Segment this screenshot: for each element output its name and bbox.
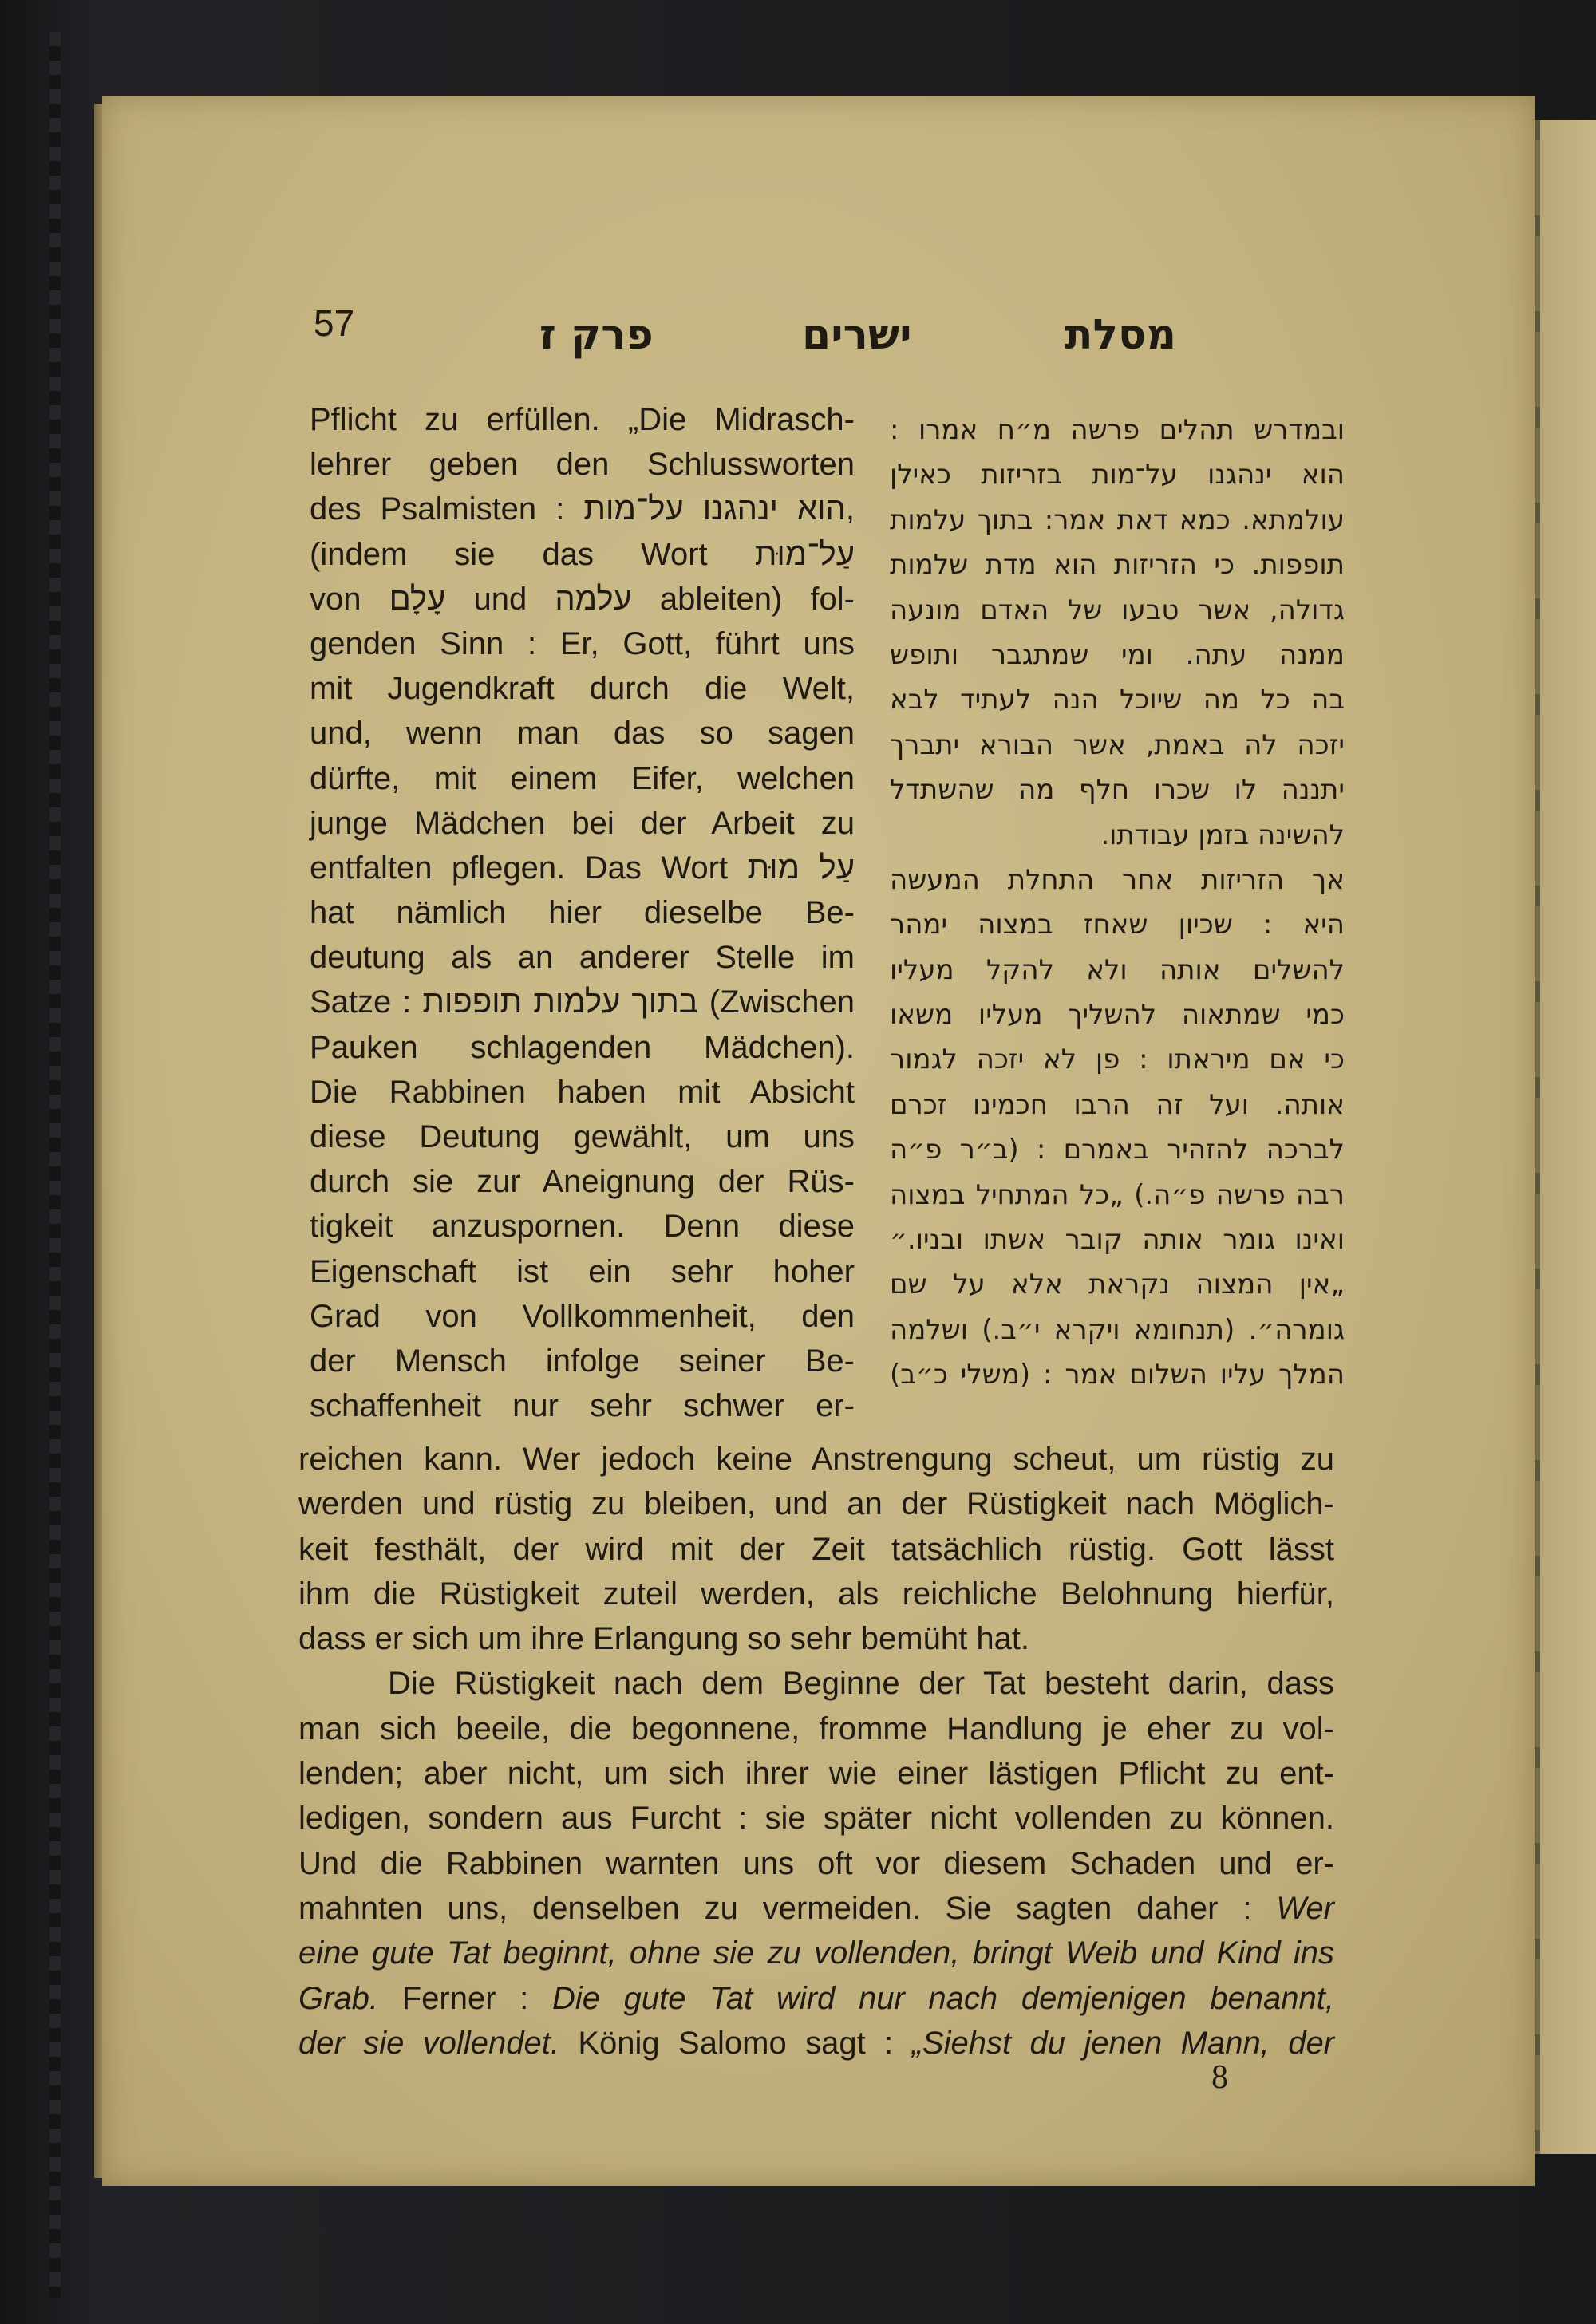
signature-mark: 8 xyxy=(1211,2059,1228,2096)
german-line: junge Mädchen bei der Arbeit zu xyxy=(310,805,855,841)
german-line: durch sie zur Aneignung der Rüs- xyxy=(310,1164,855,1200)
text-line: Und die Rabbinen warnten uns oft vor diesem Schaden und er- xyxy=(298,1845,1334,1881)
text-line: keit festhält, der wird mit der Zeit tatsächlich rüstig. Gott lässt xyxy=(298,1531,1334,1567)
german-line: Grad von Vollkommenheit, den xyxy=(310,1298,855,1334)
cover-binding xyxy=(49,32,61,2298)
italic-text: Die gute Tat wird nur nach demjenigen benannt, xyxy=(551,1980,1335,2016)
hebrew-line: להשינה בזמן עבודתו. xyxy=(1100,819,1345,851)
hebrew-line: „אין המצוה נקראת אלא על שם xyxy=(890,1269,1345,1301)
german-line: von עָלָם und עלמה ableiten) fol- xyxy=(310,581,855,617)
german-line: dürfte, mit einem Eifer, welchen xyxy=(310,760,855,796)
hebrew-line: עולמתא. כמא דאת אמר: בתוך עלמות xyxy=(890,503,1345,536)
page-number: 57 xyxy=(314,302,355,344)
hebrew-line: לברכה להזהיר באמרם : (ב״ר פ״ה xyxy=(890,1134,1345,1166)
german-line: Satze : בתוך עלמות תופפות (Zwischen xyxy=(310,984,855,1020)
text-line: lenden; aber nicht, um sich ihrer wie einer lästigen Pflicht zu ent- xyxy=(298,1756,1334,1792)
german-line: hat nämlich hier dieselbe Be- xyxy=(310,895,855,931)
text-line: dass er sich um ihre Erlangung so sehr bemüht hat. xyxy=(298,1621,1030,1657)
text-line xyxy=(298,1886,1334,1931)
running-header-yesharim: ישרים xyxy=(802,311,912,359)
hebrew-line: אך הזריזות אחר התחלת המעשה xyxy=(890,863,1345,896)
hebrew-line: ובמדרש תהלים פרשה מ״ח אמרו : xyxy=(890,414,1345,446)
running-header-perek: פרק ז xyxy=(539,311,654,359)
text-line: ihm die Rüstigkeit zuteil werden, als reichliche Belohnung hierfür, xyxy=(298,1576,1334,1612)
hebrew-line: היא : שכיון שאחז במצוה ימהר xyxy=(890,909,1345,941)
hebrew-line: הוא ינהגנו על־מות בזריזות כאילן xyxy=(890,459,1345,491)
german-line: des Psalmisten : הוא ינהגנו על־מות, xyxy=(310,491,855,527)
german-line: Pflicht zu erfüllen. „Die Midrasch- xyxy=(310,402,855,437)
text-line: reichen kann. Wer jedoch keine Anstrengung scheut, um rüstig zu xyxy=(298,1442,1334,1477)
hebrew-line: המלך עליו השלום אמר : (משלי כ״ב) xyxy=(890,1359,1345,1391)
italic-text: der sie vollendet. xyxy=(298,2025,559,2061)
text-line: man sich beeile, die begonnene, fromme Handlung je eher zu vol- xyxy=(298,1710,1334,1746)
hebrew-line: גדולה, אשר טבעו של האדם מונעה xyxy=(890,594,1345,626)
hebrew-line: להשלים אותה ולא להקל מעליו xyxy=(890,953,1345,986)
hebrew-line: כמי שמתאוה להשליך מעליו משאו xyxy=(890,999,1345,1032)
hebrew-line: בה כל מה שיוכל הנה לעתיד לבא xyxy=(890,684,1345,716)
hebrew-line: יתננה לו שכרו חלף מה שהשתדל xyxy=(890,774,1345,807)
german-line: diese Deutung gewählt, um uns xyxy=(310,1119,855,1154)
hebrew-line: תופפות. כי הזריזות הוא מדת שלמות xyxy=(890,549,1345,582)
german-line: schaffenheit nur sehr schwer er- xyxy=(310,1388,855,1424)
german-column xyxy=(310,397,855,1428)
full-width-text xyxy=(298,1437,1334,2066)
hebrew-line: ואינו גומר אותה קובר אשתו ובניו.״ xyxy=(890,1224,1345,1257)
german-line: Eigenschaft ist ein sehr hoher xyxy=(310,1253,855,1289)
text-segment: mahnten uns, denselben zu vermeiden. Sie sagten daher : xyxy=(298,1890,1252,1926)
german-line: mit Jugendkraft durch die Welt, xyxy=(310,671,855,707)
hebrew-column xyxy=(890,408,1345,1398)
hebrew-line: ממנה עתה. ומי שמתגבר ותופש xyxy=(890,638,1345,671)
german-line: und, wenn man das so sagen xyxy=(310,716,855,752)
german-line: genden Sinn : Er, Gott, führt uns xyxy=(310,625,855,661)
text-segment: König Salomo sagt : xyxy=(559,2025,912,2061)
text-line: werden und rüstig zu bleiben, und an der Rüstigkeit nach Möglich- xyxy=(298,1486,1334,1522)
german-line: tigkeit anzuspornen. Denn diese xyxy=(310,1209,855,1245)
text-segment: Ferner : xyxy=(378,1980,552,2016)
italic-text: Wer xyxy=(1276,1890,1334,1926)
hebrew-line: כי אם מיראתו : פן לא יזכה לגמור xyxy=(890,1044,1345,1076)
german-line: der Mensch infolge seiner Be- xyxy=(310,1343,855,1379)
hebrew-line: אותה. ועל זה הרבו חכמינו זכרם xyxy=(890,1088,1345,1121)
text-line: ledigen, sondern aus Furcht : sie später nicht vollenden zu können. xyxy=(298,1801,1334,1837)
italic-line: eine gute Tat beginnt, ohne sie zu vollenden, bringt Weib und Kind ins xyxy=(298,1935,1334,1971)
hebrew-line: גומרה״. (תנחומא ויקרא י״ב.) ושלמה xyxy=(890,1313,1345,1346)
german-line: deutung als an anderer Stelle im xyxy=(310,940,855,976)
german-line: lehrer geben den Schlussworten xyxy=(310,447,855,483)
italic-text: Grab. xyxy=(298,1980,379,2016)
german-line: Die Rabbinen haben mit Absicht xyxy=(310,1074,855,1110)
hebrew-line: יזכה לה באמת, אשר הבורא יתברך xyxy=(890,728,1345,761)
hebrew-line: רבה פרשה פ״ה.) „כל המתחיל במצוה xyxy=(890,1178,1345,1211)
italic-text: „Siehst du jenen Mann, der xyxy=(911,2025,1335,2061)
running-header-mesilat: מסלת xyxy=(1065,311,1176,359)
text-line xyxy=(298,2021,1334,2066)
text-line xyxy=(298,1976,1334,2021)
german-line: entfalten pflegen. Das Wort עַל מוּת xyxy=(310,850,855,886)
german-line: Pauken schlagenden Mädchen). xyxy=(310,1029,855,1065)
text-line: Die Rüstigkeit nach dem Beginne der Tat besteht darin, dass xyxy=(388,1666,1334,1702)
german-line: (indem sie das Wort עַל־מוּת xyxy=(310,536,855,572)
